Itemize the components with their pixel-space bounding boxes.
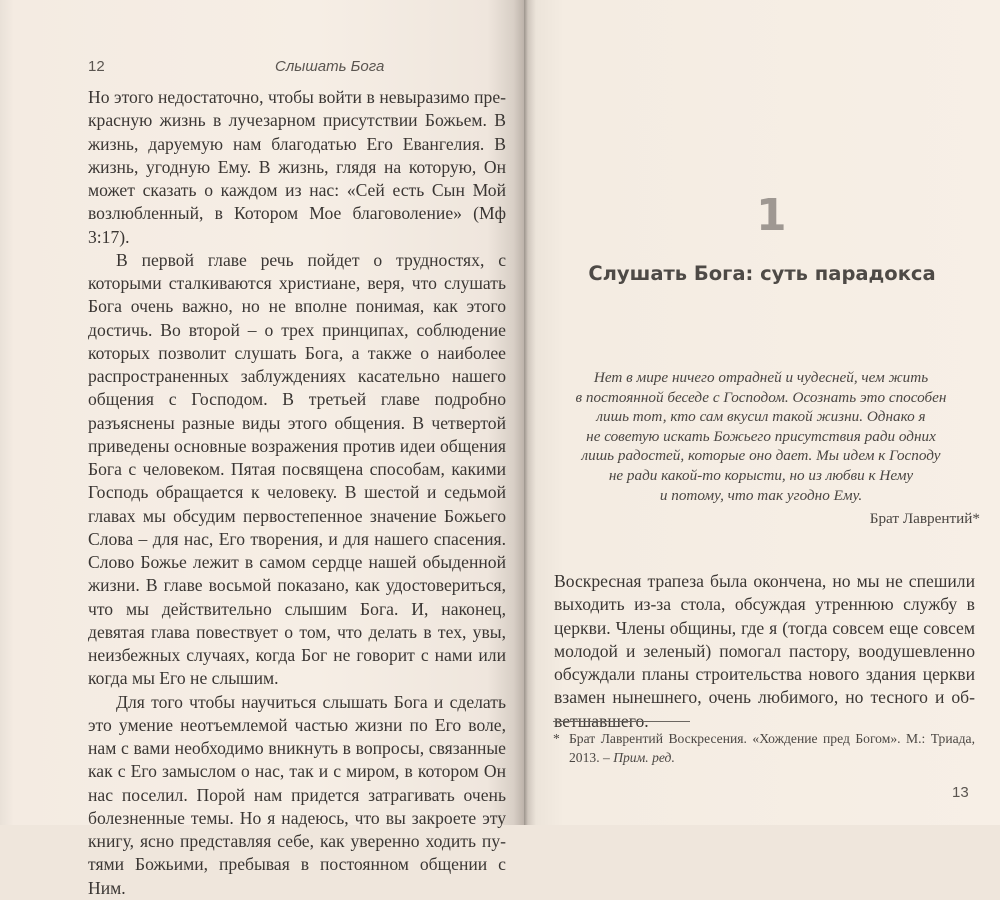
- paragraph: В первой главе речь пойдет о трудностях, с которыми сталкиваются христиане, веря, что слушать Бога очень важно, но не вполне понимая, как этого достичь. Во второй – о трех принципах, соблюдение которых позволит слушать Бога, а также о наиболее распространенных заблуждениях касательно нашего общения с Господом. В третьей главе подробно разъяснены разные виды этого общения. В четвертой приведены основные возражения против идеи общения Бога с человеком. Пятая посвящена способам, какими Господь обращается к человеку. В шестой и седьмой главах мы обсудим первостепенное значение Божьего Слова – для нас, Его творения, и для нашего спасения. Слово Божье лежит в самом сердце нашей обыденной жизни. В главе восьмой показано, как удостовериться, что мы действительно слышим Бога. И, наконец, девятая глава повествует о том, что делать в тех, увы, неизбежных случаях, когда Бог не говорит с нами или когда мы Его не слышим.: [88, 249, 506, 689]
- paragraph: Но этого недостаточно, чтобы войти в невыразимо прекрасную жизнь в лучезарном присутствии Божьем. В жизнь, даруемую нам благодатью Его Евангелия. В жизнь, угодную Ему. В жизнь, глядя на которую, Он может сказать о каждом из нас: «Сей есть Сын Мой возлюбленный, в Котором Мое благоволение» (Мф 3:17).: [88, 87, 506, 247]
- left-body-text: [88, 86, 506, 900]
- epigraph: [562, 368, 960, 505]
- chapter-number: 1: [756, 190, 787, 241]
- paragraph: Для того чтобы научиться слышать Бога и сделать это умение неотъемлемой частью жизни по Его воле, нам с вами необходимо вникнуть в вопросы, связанные как с Его замыслом о нас, так и с миром, в котором Он нас поселил. Порой нам придется затрагивать очень болезненные темы. Но я надеюсь, что вы закроете эту книгу, ясно представляя себе, как уверенно ходить путями Божьими, пребывая в постоянном общении с Ним.: [88, 691, 506, 898]
- page-number: 12: [88, 58, 105, 75]
- footnote-marker: *: [553, 731, 560, 746]
- footnote-text: Брат Лаврентий Воскресения. «Хождение пред Богом». М.: Триада, 2013. –: [569, 731, 975, 765]
- epigraph-line: в постоянной беседе с Господом. Осознать это способен: [575, 388, 947, 406]
- right-page: [524, 0, 1000, 825]
- epigraph-line: Нет в мире ничего отрадней и чудесней, чем жить: [593, 369, 929, 386]
- epigraph-line: лишь тот, кто сам вкусил такой жизни. Однако я: [596, 408, 926, 426]
- page-number: 13: [952, 784, 969, 801]
- chapter-title: Слушать Бога: суть парадокса: [588, 262, 936, 285]
- paragraph: Воскресная трапеза была окончена, но мы не спешили выходить из-за стола, обсуждая утреннюю службу в церкви. Члены общины, где я (тогда совсем еще совсем молодой и зеленый) помогал пастору, воодушевленно обсуждали планы строительства нового здания церкви взамен нынешнего, очень любимого, но тесного и обветшавшего.: [554, 571, 975, 731]
- editor-note: Прим. ред.: [613, 750, 675, 765]
- right-body-text: [554, 570, 975, 733]
- footnote-divider: [553, 721, 690, 722]
- epigraph-line: не советую искать Божьего присутствия ради одних: [586, 427, 936, 445]
- footnote: [553, 729, 975, 767]
- epigraph-line: и потому, что так угодно Ему.: [659, 486, 863, 504]
- epigraph-line: лишь радостей, которые оно дает. Мы идем к Господу: [581, 447, 941, 465]
- epigraph-author: Брат Лаврентий*: [869, 510, 980, 527]
- running-title: Слышать Бога: [275, 58, 385, 75]
- epigraph-line: не ради какой-то корысти, но из любви к Нему: [608, 466, 914, 484]
